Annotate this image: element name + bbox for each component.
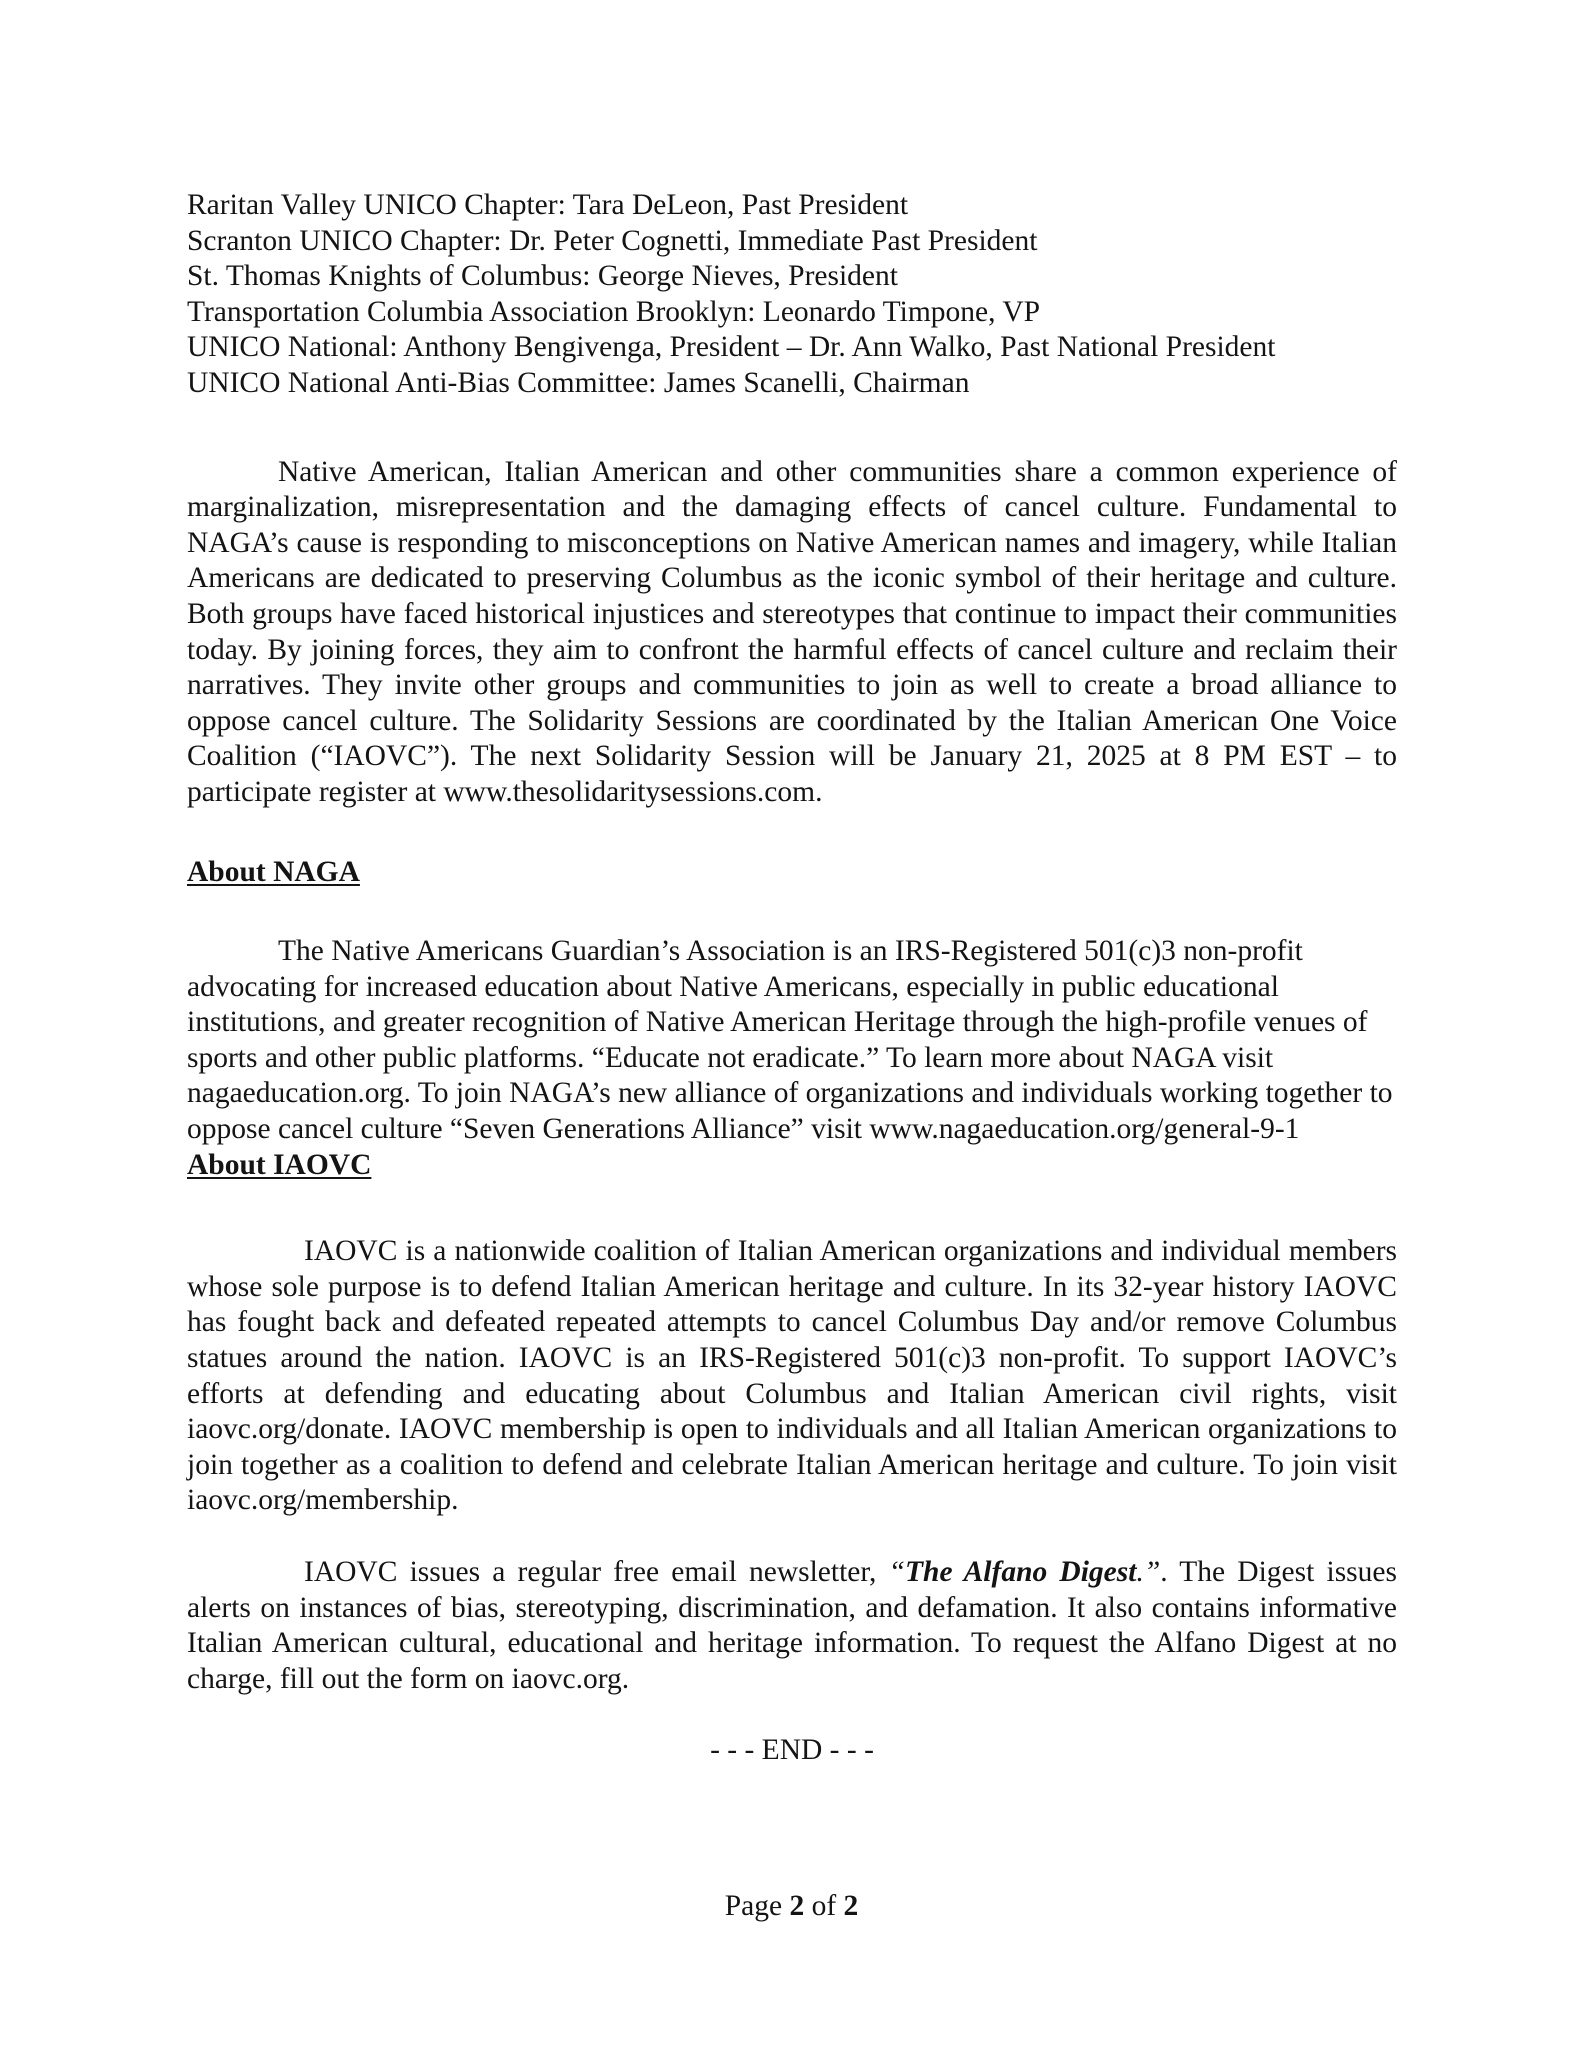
intro-paragraph: Native American, Italian American and other communities share a common experience of marginalization, misrepresentation and the damaging effects of cancel culture. Fundamental to NAGA’s cause is responding to misconceptions on Native American names and imagery, while Italian Americans are dedicated to preserving Columbus as the iconic symbol of their heritage and culture. Both groups have faced historical injustices and stereotypes that continue to impact their communities today. By joining forces, they aim to confront the harmful effects of cancel culture and reclaim their narratives. They invite other groups and communities to join as well to create a broad alliance to oppose cancel culture. The Solidarity Sessions are coordinated by the Italian American One Voice Coalition (“IAOVC”). The next Solidarity Session will be January 21, 2025 at 8 PM EST – to participate register at www.thesolidaritysessions.com. (187, 455, 1397, 808)
newsletter-lead: IAOVC issues a regular free email newsletter, (304, 1556, 889, 1588)
page-footer (0, 1889, 1583, 1925)
current-page-number: 2 (789, 1890, 805, 1922)
total-page-number: 2 (843, 1890, 859, 1922)
about-naga-paragraph: The Native Americans Guardian’s Association is an IRS-Registered 501(c)3 non-profit advocating for increased education about Native Americans, especially in public educational institutions, and greater recognition of Native American Heritage through the high-profile venues of sports and other public platforms. “Educate not eradicate.” To learn more about NAGA visit nagaeducation.org. To join NAGA’s new alliance of organizations and individuals working together to oppose cancel culture “Seven Generations Alliance” visit www.nagaeducation.org/general-9-1 (187, 935, 1393, 1146)
list-item: UNICO National Anti-Bias Committee: James Scanelli, Chairman (187, 366, 970, 399)
about-iaovc-heading: About IAOVC (187, 1148, 372, 1181)
newsletter-paragraph (187, 1555, 1397, 1697)
newsletter-name: The Alfano Digest (905, 1556, 1137, 1588)
newsletter-close-quote: .” (1136, 1556, 1161, 1588)
list-item: Scranton UNICO Chapter: Dr. Peter Cognetti, Immediate Past President (187, 224, 1038, 257)
newsletter-rest: . The Digest issues alerts on instances of bias, stereotyping, discrimination, and defamation. It also contains informative Italian American cultural, educational and heritage information. To request the Alfano Digest at no charge, fill out the form on iaovc.org. (187, 1556, 1397, 1695)
chapter-list (187, 188, 1397, 402)
page-content (187, 188, 1397, 1769)
list-item: Raritan Valley UNICO Chapter: Tara DeLeon, Past President (187, 189, 909, 221)
end-marker: - - - END - - - (710, 1734, 874, 1767)
about-iaovc-paragraph: IAOVC is a nationwide coalition of Italian American organizations and individual members whose sole purpose is to defend Italian American heritage and culture. In its 32-year history IAOVC has fought back and defeated repeated attempts to cancel Columbus Day and/or remove Columbus statues around the nation. IAOVC is an IRS-Registered 501(c)3 non-profit. To support IAOVC’s efforts at defending and educating about Columbus and Italian American civil rights, visit iaovc.org/donate. IAOVC membership is open to individuals and all Italian American organizations to join together as a coalition to defend and celebrate Italian American heritage and culture. To join visit iaovc.org/membership. (187, 1235, 1397, 1517)
list-item: UNICO National: Anthony Bengivenga, President – Dr. Ann Walko, Past National President (187, 331, 1276, 364)
list-item: St. Thomas Knights of Columbus: George Nieves, President (187, 260, 898, 293)
footer-prefix: Page (724, 1890, 790, 1922)
list-item: Transportation Columbia Association Brooklyn: Leonardo Timpone, VP (187, 295, 1041, 328)
about-naga-heading: About NAGA (187, 855, 360, 888)
newsletter-open-quote: “ (888, 1556, 906, 1588)
footer-middle: of (804, 1890, 844, 1922)
